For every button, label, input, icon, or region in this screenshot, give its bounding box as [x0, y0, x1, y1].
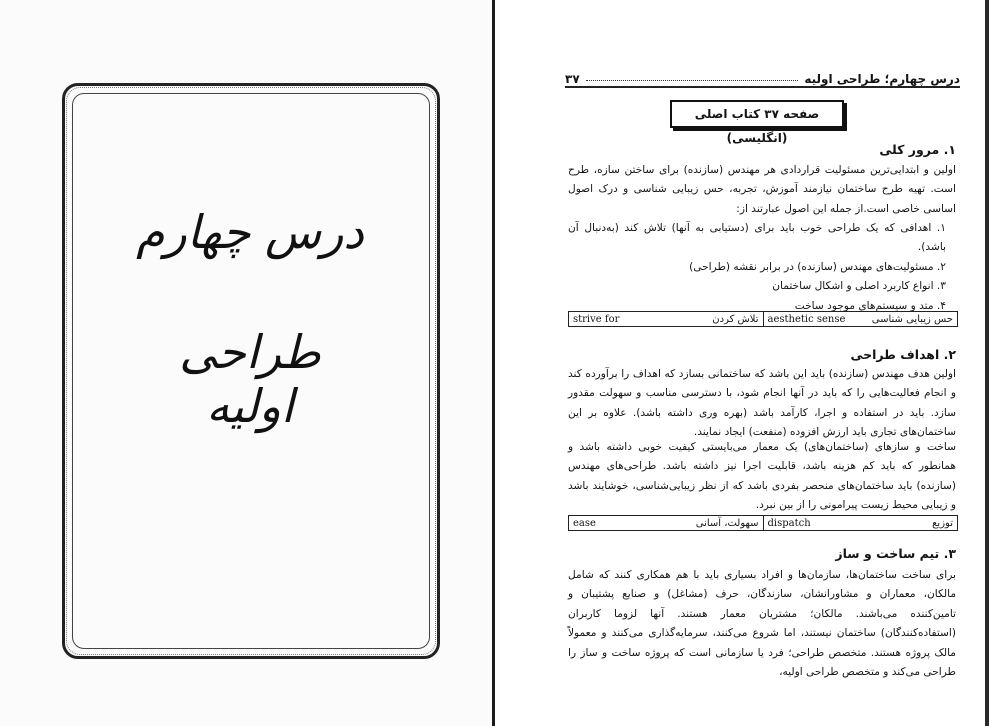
glossary-english-term: strive for: [573, 313, 620, 325]
lesson-number-title: درس چهارم: [136, 205, 364, 259]
left-page: [0, 0, 492, 726]
glossary-cell: [569, 516, 764, 530]
page-number: ۳۷: [565, 72, 580, 86]
list-item: ۴. متد و سیستم‌های موجود ساخت: [794, 299, 946, 312]
glossary-english-term: ease: [573, 517, 596, 529]
glossary-english-term: dispatch: [767, 517, 811, 529]
list-item: ۲. مسئولیت‌های مهندس (سازنده) در برابر نقشه (طراحی): [689, 260, 946, 273]
design-goals-paragraph-2: ساخت و سازهای (ساختمان‌های) یک معمار می‌بایستی کیفیت خوبی داشته باشد و همانطور که باید کم هزینه باشد، قابلیت اجرا نیز داشته باشد. طراحی‌های مهندس (سازنده) باید ساختمان‌های منحصر بفردی باشد که از نظر زیبایی‌شناسی، خوشایند باشد و زیبایی محیط زیست پیرامونی را از بین نبرد.: [568, 441, 956, 512]
header-leader-dots: [586, 80, 799, 81]
page-edge: [985, 0, 989, 726]
running-header: [565, 64, 960, 88]
construction-team-paragraph: برای ساخت ساختمان‌ها، سازمان‌ها و افراد بسیاری باید با هم همکاری کنند که شامل مالکان، معماران و مشاورانشان، سازندگان، حرف (مشاغل) و صنایع پشتیبان و تامین‌کننده می‌باشند. مالکان؛ مشتریان معمار هستند. آنها لزوما کاربران (استفاده‌کنندگان) ساختمان نیستند، اما شروع می‌کنند، سرمایه‌گذاری می‌کنند و معمولاً مالک پروژه هستند. متخصص طراحی؛ فرد یا سازمانی است که پروژه ساخت و ساز را طراحی می‌کند و متخصص طراحی اولیه،: [568, 569, 956, 679]
glossary-persian-term: سهولت، آسانی: [695, 517, 759, 529]
glossary-row-1: [568, 311, 958, 327]
running-header-title: درس چهارم؛ طراحی اولیه: [804, 72, 960, 86]
glossary-persian-term: تلاش کردن: [712, 313, 759, 325]
lesson-name-title: طراحی اولیه: [179, 325, 321, 433]
source-page-box: صفحه ۳۷ کتاب اصلی (انگلیسی): [670, 100, 844, 128]
glossary-cell: [764, 312, 958, 326]
section-heading-overview: ۱. مرور کلی: [879, 142, 956, 157]
list-item: ۳. انواع کاربرد اصلی و اشکال ساختمان: [772, 280, 946, 293]
principles-list: [568, 219, 956, 316]
glossary-row-2: [568, 515, 958, 531]
section-heading-design-goals: ۲. اهداف طراحی: [850, 347, 956, 362]
section-heading-construction-team: ۳. تیم ساخت و ساز: [835, 546, 956, 561]
glossary-persian-term: حس زیبایی شناسی: [871, 313, 953, 325]
design-goals-paragraph-1: اولین هدف مهندس (سازنده) باید این باشد که ساختمانی بسازد که اهداف را برآورده کند و انجام فعالیت‌هایی را که باید در آنها انجام شود، با دسترسی مناسب و سهولت مقدور سازد. باید در استفاده و اجرا، کارآمد باشد (بهره وری داشته باشد). علاوه بر این ساختمان‌های تجاری باید ارزش افزوده (منفعت) ایجاد نمایند.: [568, 368, 956, 439]
glossary-persian-term: توزیع: [932, 517, 953, 529]
glossary-cell: [569, 312, 764, 326]
glossary-english-term: aesthetic sense: [767, 313, 846, 325]
list-item: ۱. اهدافی که یک طراحی خوب باید برای (دستیابی به آنها) تلاش کند (به‌دنبال آن باشد).: [568, 222, 946, 254]
section-overview-paragraph: اولین و ابتدایی‌ترین مسئولیت قراردادی هر مهندس (سازنده) برای ساختن سازه، طرح است. تهیه طرح ساختمان نیازمند آموزش، تجربه، حس زیبایی شناسی و درک اصول اساسی خاصی است.از جمله این اصول عبارتند از:: [568, 164, 956, 215]
glossary-cell: [764, 516, 958, 530]
